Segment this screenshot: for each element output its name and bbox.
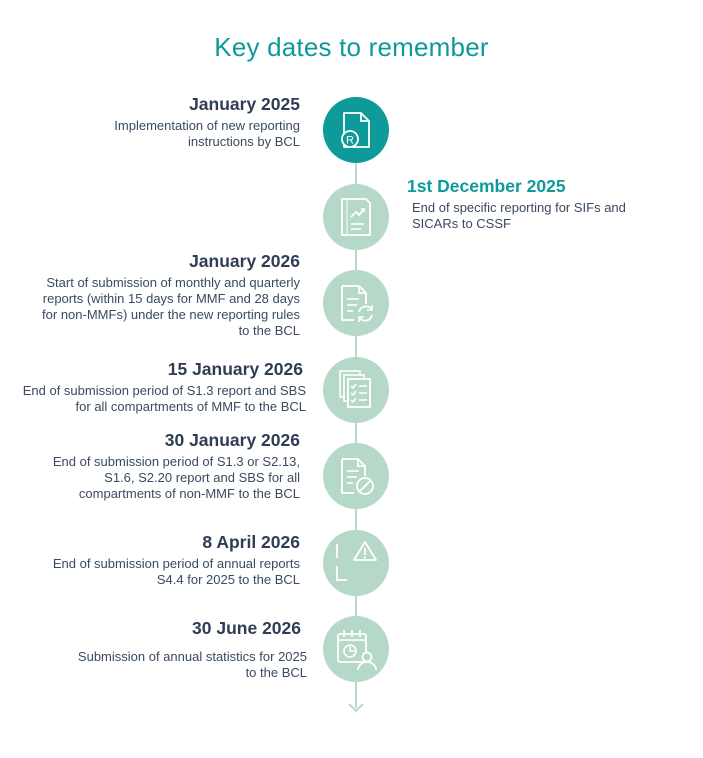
- event-date: 1st December 2025: [407, 176, 566, 196]
- warning-icon: [323, 530, 389, 596]
- document-sync-icon: [323, 270, 389, 336]
- timeline-node-jan-2026: [323, 270, 389, 336]
- event-date: 30 January 2026: [164, 430, 300, 450]
- event-jan-2026: [42, 251, 300, 339]
- document-prohibited-icon: [323, 443, 389, 509]
- event-dec-2025: [407, 176, 626, 232]
- timeline-node-15-jan-2026: [323, 357, 389, 423]
- timeline-node-dec-2025: [323, 184, 389, 250]
- event-30-jun-2026: [77, 618, 307, 681]
- calendar-statistics-icon: [323, 616, 389, 682]
- timeline-node-30-jun-2026: [323, 616, 389, 682]
- event-15-jan-2026: [22, 359, 306, 415]
- timeline-node-jan-2025: [323, 97, 389, 163]
- event-date: January 2026: [189, 251, 300, 271]
- event-description: Implementation of new reporting instructions by BCL: [114, 118, 300, 149]
- event-date: 30 June 2026: [192, 618, 301, 638]
- timeline-node-8-apr-2026: [323, 530, 389, 596]
- event-date: 8 April 2026: [202, 532, 300, 552]
- event-8-apr-2026: [53, 532, 300, 588]
- event-description: Submission of annual statistics for 2025 to the BCL: [77, 649, 307, 680]
- page-title: Key dates to remember: [214, 32, 489, 62]
- event-description: End of specific reporting for SIFs and SICARs to CSSF: [412, 200, 626, 231]
- event-date: January 2025: [189, 94, 300, 114]
- event-description: Start of submission of monthly and quarterly reports (within 15 days for MMF and 28 days for non-MMFs) under the new reporting rules to the BCL: [42, 275, 300, 338]
- timeline-node-30-jan-2026: [323, 443, 389, 509]
- event-30-jan-2026: [53, 430, 300, 502]
- event-date: 15 January 2026: [167, 359, 303, 379]
- document-registered-icon: [323, 97, 389, 163]
- event-description: End of submission period of S1.3 or S2.13, S1.6, S2.20 report and SBS for all compartments of non-MMF to the BCL: [52, 454, 300, 501]
- timeline-arrow-icon: [346, 700, 366, 716]
- event-description: End of submission period of annual reports S4.4 for 2025 to the BCL: [52, 556, 300, 587]
- svg-text:R: R: [346, 134, 354, 147]
- report-chart-icon: [323, 184, 389, 250]
- event-description: End of submission period of S1.3 report and SBS for all compartments of MMF to the BCL: [22, 383, 306, 414]
- event-jan-2025: [114, 94, 300, 150]
- stacked-checklist-icon: [323, 357, 389, 423]
